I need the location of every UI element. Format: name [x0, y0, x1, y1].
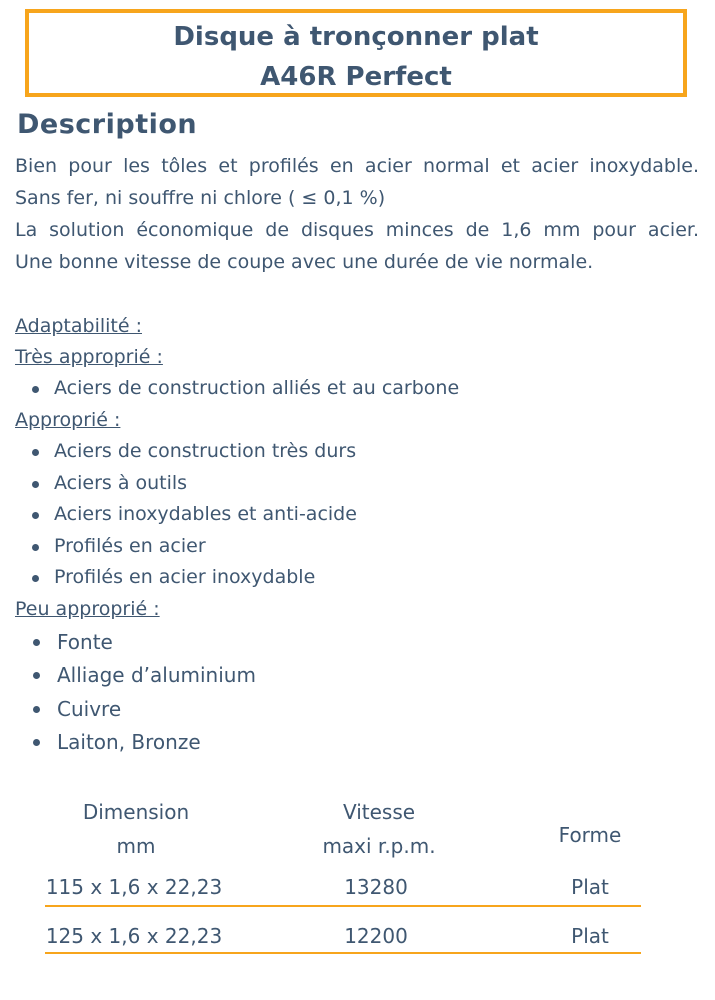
description-line: Sans fer, ni souffre ni chlore ( ≤ 0,1 %) — [15, 187, 386, 209]
list-item: Fonte — [0, 626, 256, 659]
header-line: Vitesse — [342, 800, 416, 824]
column-header-speed — [279, 795, 479, 863]
list-item: Aciers à outils — [0, 468, 357, 500]
adaptability-label: Adaptabilité : — [15, 315, 142, 337]
header-line: Dimension — [82, 800, 190, 824]
description-line: Bien pour les tôles et profilés en acier normal et acier inoxydable. — [15, 155, 699, 177]
description-text — [15, 150, 699, 278]
cell-speed: 12200 — [344, 924, 408, 948]
list-item: Laiton, Bronze — [0, 726, 256, 759]
cell-speed: 13280 — [344, 875, 408, 899]
cell-shape: Plat — [571, 924, 609, 948]
title-box — [25, 9, 687, 97]
list-item: Aciers de construction alliés et au carbone — [0, 373, 459, 405]
list-item: Profilés en acier — [0, 531, 357, 563]
less-suitable-list — [0, 626, 256, 759]
less-suitable-label: Peu approprié : — [15, 598, 160, 620]
product-title: Disque à tronçonner plat — [173, 22, 539, 52]
description-line: La solution économique de disques minces de 1,6 mm pour acier. — [15, 219, 699, 241]
cell-dimension: 125 x 1,6 x 22,23 — [45, 924, 223, 948]
list-item: Cuivre — [0, 693, 256, 726]
description-heading: Description — [17, 109, 198, 140]
suitable-list — [0, 436, 357, 594]
column-header-dimension — [36, 795, 236, 863]
very-suitable-label: Très approprié : — [15, 346, 163, 368]
cell-shape: Plat — [571, 875, 609, 899]
row-divider — [45, 905, 641, 907]
list-item: Aciers inoxydables et anti-acide — [0, 499, 357, 531]
very-suitable-list — [0, 373, 459, 405]
column-header-shape: Forme — [558, 823, 622, 847]
header-line: mm — [116, 834, 156, 858]
cell-dimension: 115 x 1,6 x 22,23 — [45, 875, 223, 899]
list-item: Profilés en acier inoxydable — [0, 562, 357, 594]
row-divider — [45, 952, 641, 954]
list-item: Aciers de construction très durs — [0, 436, 357, 468]
suitable-label: Approprié : — [15, 409, 121, 431]
header-line: maxi r.p.m. — [322, 834, 436, 858]
list-item: Alliage d’aluminium — [0, 659, 256, 692]
product-reference: A46R Perfect — [260, 62, 452, 92]
description-line: Une bonne vitesse de coupe avec une durée de vie normale. — [15, 251, 594, 273]
